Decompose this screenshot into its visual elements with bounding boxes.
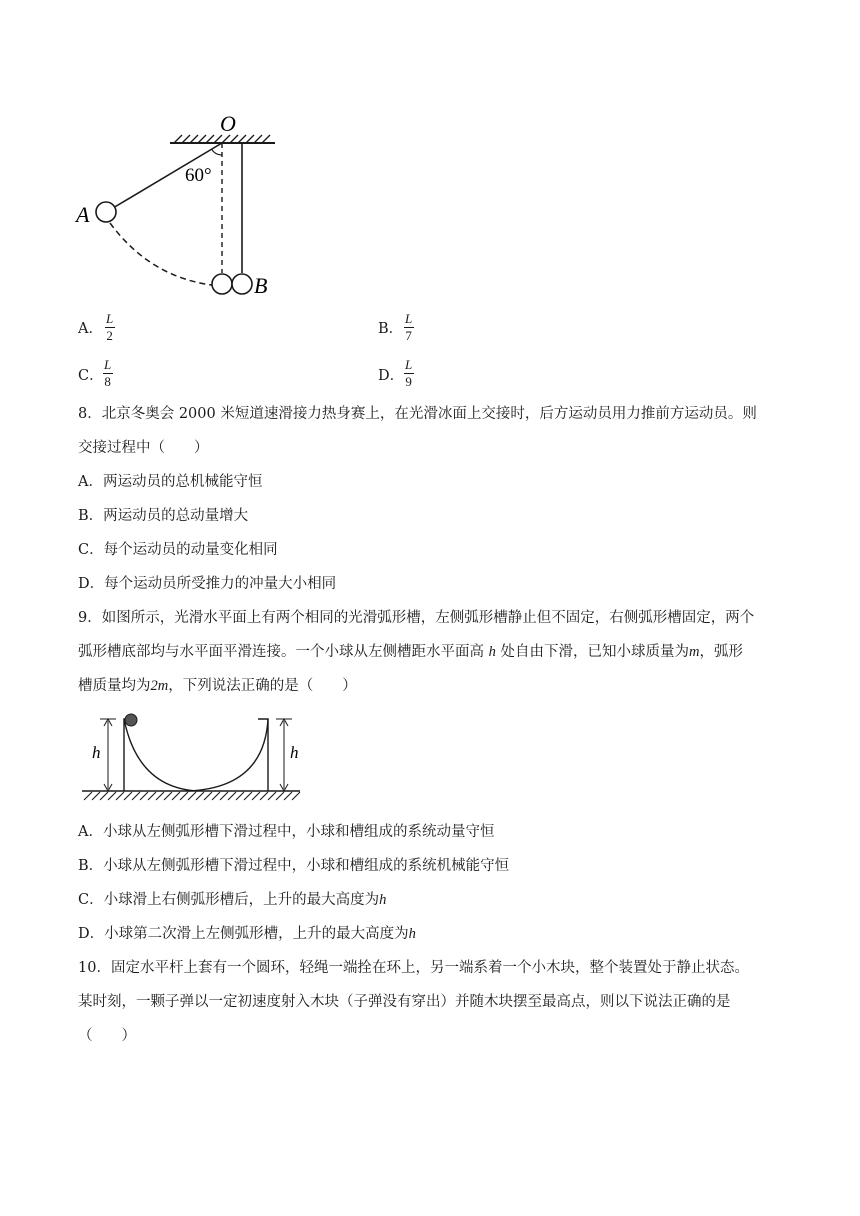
q9-stem-line1: 9．如图所示，光滑水平面上有两个相同的光滑弧形槽，左侧弧形槽静止但不固定，右侧弧形槽固定，两个 bbox=[78, 610, 755, 626]
q9-option-a: A．小球从左侧弧形槽下滑过程中，小球和槽组成的系统动量守恒 bbox=[78, 824, 495, 840]
var-m: m bbox=[688, 644, 700, 660]
q9-option-c: C．小球滑上右侧弧形槽后，上升的最大高度为h bbox=[78, 892, 387, 908]
var-h: h bbox=[488, 644, 496, 660]
ball-dashed-position bbox=[212, 274, 232, 294]
q7-option-a-num: L bbox=[106, 311, 114, 326]
var-2m: 2m bbox=[150, 678, 169, 694]
height-label-left: h bbox=[92, 743, 101, 762]
q7-option-c-den: 8 bbox=[104, 374, 111, 389]
q8-option-d: D．每个运动员所受推力的冲量大小相同 bbox=[78, 576, 337, 592]
q7-option-c-num: L bbox=[104, 357, 112, 372]
q7-option-b-fraction bbox=[403, 312, 414, 343]
label-b: B bbox=[254, 273, 268, 298]
q8-option-a: A．两运动员的总机械能守恒 bbox=[78, 474, 263, 490]
q9-stem-line3: 槽质量均为2m，下列说法正确的是（ ） bbox=[78, 678, 357, 694]
q7-option-d-letter: D． bbox=[378, 368, 405, 384]
q7-option-a-letter: A． bbox=[78, 321, 103, 337]
pendulum-figure bbox=[70, 105, 290, 305]
q10-stem-line1: 10．固定水平杆上套有一个圆环，轻绳一端拴在环上，另一端系着一个小木块，整个装置处于静止状态。 bbox=[78, 960, 749, 976]
ball-b bbox=[232, 274, 252, 294]
q7-option-b-num: L bbox=[405, 311, 413, 326]
q7-option-c-letter: C． bbox=[78, 368, 104, 384]
q7-option-a-fraction bbox=[104, 312, 115, 343]
q8-option-c: C．每个运动员的动量变化相同 bbox=[78, 542, 278, 558]
arc-groove-figure bbox=[78, 708, 308, 808]
q8-stem-line1: 8．北京冬奥会 2000 米短道速滑接力热身赛上，在光滑冰面上交接时，后方运动员用力推前方运动员。则 bbox=[78, 406, 757, 422]
q9-option-d: D．小球第二次滑上左侧弧形槽，上升的最大高度为h bbox=[78, 926, 416, 942]
angle-label: 60° bbox=[185, 165, 212, 186]
q10-stem-line3: （ ） bbox=[78, 1028, 136, 1044]
q7-option-d-fraction bbox=[403, 358, 414, 389]
q7-option-c-fraction bbox=[102, 358, 113, 389]
q7-option-b-den: 7 bbox=[405, 328, 412, 343]
height-label-right: h bbox=[290, 743, 299, 762]
q9-stem-line2: 弧形槽底部均与水平面平滑连接。一个小球从左侧槽距水平面高 h 处自由下滑，已知小球质量为m，弧形 bbox=[78, 644, 743, 660]
q7-option-d-num: L bbox=[405, 357, 413, 372]
label-o: O bbox=[220, 111, 236, 136]
q8-option-b: B．两运动员的总动量增大 bbox=[78, 508, 249, 524]
q9-option-b: B．小球从左侧弧形槽下滑过程中，小球和槽组成的系统机械能守恒 bbox=[78, 858, 510, 874]
q7-option-d-den: 9 bbox=[405, 374, 412, 389]
q8-stem-line2: 交接过程中（ ） bbox=[78, 440, 209, 456]
label-a: A bbox=[76, 202, 90, 227]
q10-stem-line2: 某时刻，一颗子弹以一定初速度射入木块（子弹没有穿出）并随木块摆至最高点，则以下说法正确的是 bbox=[78, 994, 731, 1010]
ball-a bbox=[96, 202, 116, 222]
var-h: h bbox=[379, 892, 387, 908]
q7-option-b-letter: B． bbox=[378, 321, 404, 337]
var-h: h bbox=[408, 926, 416, 942]
q7-option-a-den: 2 bbox=[106, 328, 113, 343]
small-ball bbox=[125, 714, 137, 726]
